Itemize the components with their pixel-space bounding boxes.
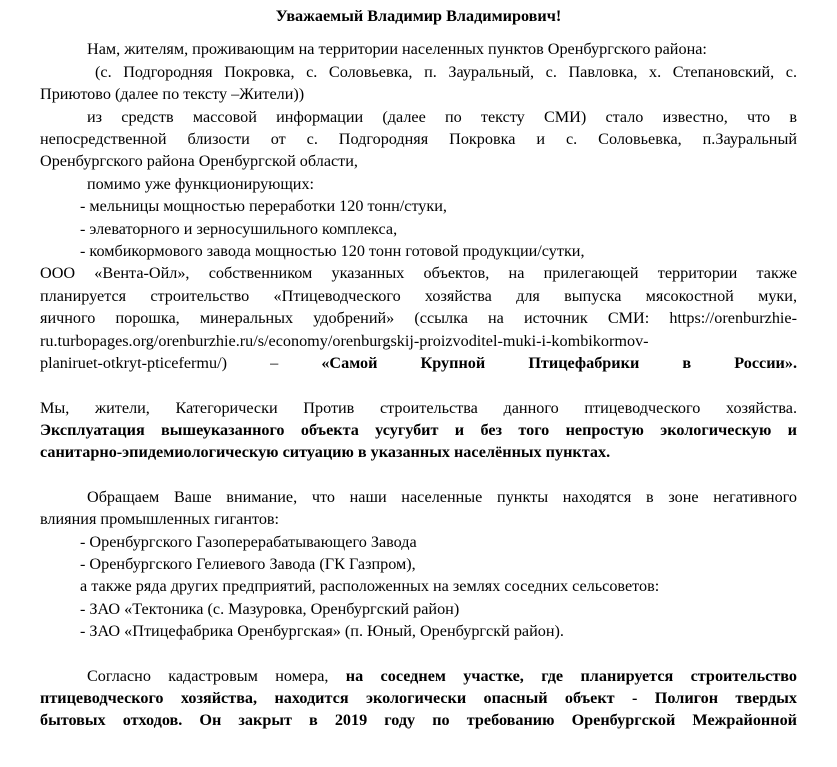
emphasis-text: санитарно-эпидемиологическую ситуацию в указанных населённых пунктах. [40, 443, 611, 462]
text-line: Приютово (далее по тексту –Жители)) [40, 85, 305, 104]
paragraph-residents [40, 38, 797, 105]
paragraph-venta-oil [40, 262, 797, 374]
list-item: - комбикормового завода мощностью 120 тонн готовой продукции/сутки, [80, 242, 585, 261]
text-line: а также ряда других предприятий, расположенных на землях соседних сельсоветов: [80, 577, 660, 596]
paragraph-gap [40, 643, 797, 665]
text-line: Нам, жителям, проживающим на территории населенных пунктов Оренбургского района: [87, 40, 707, 59]
text-line: Оренбургского района Оренбургской области, [40, 152, 358, 171]
paragraph-gap [40, 375, 797, 397]
paragraph-existing-objects [40, 173, 797, 263]
source-link-text: planiruet-otkryt-pticefermu/) – [40, 354, 279, 373]
text-line [40, 665, 797, 687]
paragraph-protest [40, 397, 797, 464]
emphasis-text: бытовых отходов. Он закрыт в 2019 году по требованию Оренбургской Межрайонной [40, 711, 797, 730]
paragraph-media [40, 106, 797, 173]
list-item: - Оренбургского Газоперерабатывающего Завода [80, 532, 417, 551]
paragraph-landfill [40, 665, 797, 732]
text-line: яичного порошка, минеральных удобрений» (ссылка на источник СМИ: https://orenburzhie- [40, 309, 797, 328]
emphasis-text: на соседнем участке, где планируется строительство [345, 666, 797, 685]
text-fragment: Согласно кадастровым номера, [87, 666, 329, 685]
list-item: - мельницы мощностью переработки 120 тонн/стуки, [80, 197, 447, 216]
list-item: - ЗАО «Птицефабрика Оренбургская» (п. Юный, Оренбургскй район). [80, 622, 564, 641]
emphasis-text: «Самой Крупной Птицефабрики в России». [321, 354, 797, 373]
list-item: - ЗАО «Тектоника (с. Мазуровка, Оренбургский район) [80, 599, 460, 618]
emphasis-text: птицеводческого хозяйства, находится экологически опасный объект - Полигон твердых [40, 688, 797, 707]
paragraph-gap [40, 464, 797, 486]
text-line: помимо уже функционирующих: [87, 174, 315, 193]
text-line: из средств массовой информации (далее по тексту СМИ) стало известно, что в [87, 107, 797, 126]
text-line: (с. Подгородняя Покровка, с. Соловьевка, п. Зауральный, с. Павловка, х. Степановский, с. [95, 62, 797, 81]
text-line: планируется строительство «Птицеводческого хозяйства для выпуска мясокостной муки, [40, 286, 797, 305]
text-line: непосредственной близости от с. Подгородняя Покровка и с. Соловьевка, п.Зауральный [40, 130, 797, 149]
text-line: Обращаем Ваше внимание, что наши населенные пункты находятся в зоне негативного [87, 487, 797, 506]
list-item: - элеваторного и зерносушильного комплекса, [80, 219, 398, 238]
text-line: влияния промышленных гигантов: [40, 510, 280, 529]
text-line: ООО «Вента-Ойл», собственником указанных объектов, на прилегающей территории также [40, 264, 797, 283]
text-line [40, 352, 797, 374]
text-line: Мы, жители, Категорически Против строительства данного птицеводческого хозяйства. [40, 398, 797, 417]
paragraph-industrial-giants [40, 486, 797, 643]
list-item: - Оренбургского Гелиевого Завода (ГК Газпром), [80, 554, 416, 573]
greeting-title: Уважаемый Владимир Владимирович! [275, 7, 562, 25]
emphasis-text: Эксплуатация вышеуказанного объекта усугубит и без того непростую экологическую и [40, 420, 797, 439]
source-link-text: ru.turbopages.org/orenburzhie.ru/s/economy/orenburgskij-proizvoditel-muki-i-kombikormov- [40, 331, 649, 350]
